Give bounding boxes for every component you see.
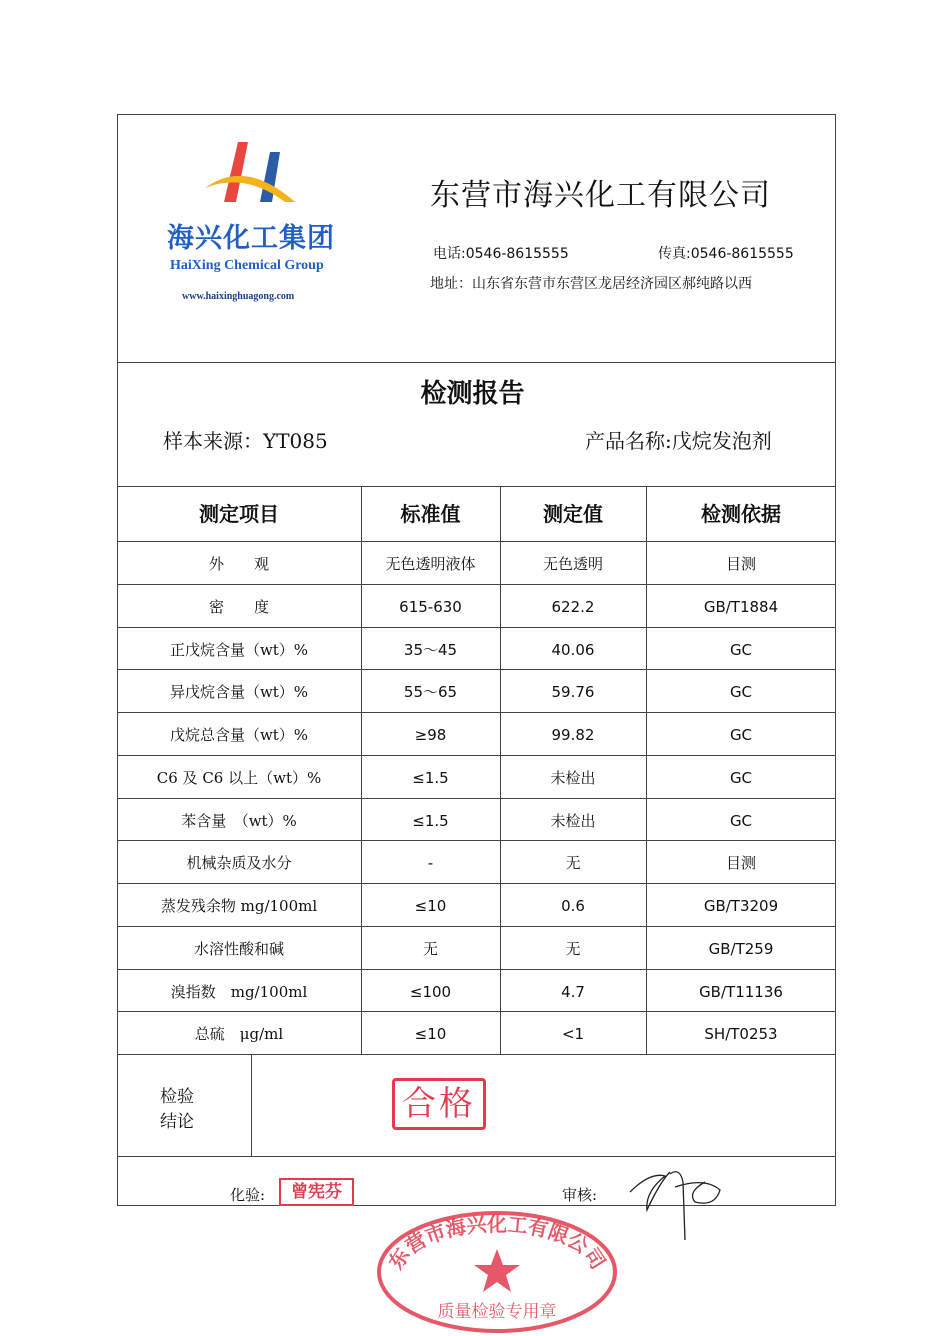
table-cell: GB/T1884 <box>703 597 779 616</box>
column-header: 测定值 <box>543 502 603 526</box>
table-cell: 总硫 μg/ml <box>194 1025 284 1044</box>
table-cell: 未检出 <box>550 811 596 830</box>
table-cell: 无色透明液体 <box>385 555 476 573</box>
table-cell: GC <box>729 726 753 744</box>
column-header: 测定项目 <box>199 502 279 526</box>
table-cell: 0.6 <box>561 897 585 915</box>
table-cell: GB/T3209 <box>703 897 779 915</box>
table-cell: 异戊烷含量（wt）% <box>169 683 309 702</box>
table-cell: C6 及 C6 以上（wt）% <box>156 768 322 787</box>
divider <box>117 1054 836 1055</box>
table-cell: 无 <box>422 939 438 958</box>
reviewer-label: 审核: <box>562 1186 598 1204</box>
table-cell: 35～45 <box>403 640 458 659</box>
table-cell: GC <box>729 640 753 659</box>
table-cell: 622.2 <box>551 597 595 616</box>
table-cell: 615-630 <box>399 597 462 616</box>
table-cell: 正戊烷含量（wt）% <box>169 640 309 659</box>
tester-stamp: 曾宪芬 <box>279 1178 354 1206</box>
table-cell: 戊烷总含量（wt）% <box>169 726 309 744</box>
table-cell: 苯含量 （wt）% <box>181 811 297 830</box>
svg-text:东营市海兴化工有限公司 <box>384 1212 611 1274</box>
table-cell: 机械杂质及水分 <box>186 854 292 873</box>
table-cell: SH/T0253 <box>704 1025 778 1044</box>
table-cell: GC <box>729 768 753 787</box>
table-cell: ≥98 <box>414 726 447 744</box>
table-cell: GC <box>729 811 753 830</box>
company-phone: 电话:0546-8615555 <box>433 246 569 262</box>
table-cell: 未检出 <box>550 768 596 787</box>
divider <box>117 362 836 363</box>
table-cell: <1 <box>561 1025 585 1044</box>
table-cell: ≤1.5 <box>412 768 449 787</box>
seal-subtext: 质量检验专用章 <box>437 1302 557 1322</box>
sample-source: 样本来源：YT085 <box>163 429 328 453</box>
table-cell: 蒸发残余物 mg/100ml <box>160 897 318 915</box>
table-cell: 目测 <box>725 854 756 873</box>
divider <box>117 1156 836 1157</box>
table-cell: 55～65 <box>403 683 458 702</box>
logo-url: www.haixinghuagong.com <box>182 291 295 302</box>
column-header: 检测依据 <box>701 502 781 526</box>
table-cell: 40.06 <box>551 640 595 659</box>
table-cell: 4.7 <box>561 982 585 1001</box>
company-fax: 传真:0546-8615555 <box>658 246 794 262</box>
table-cell: ≤100 <box>409 982 452 1001</box>
reviewer-signature-icon <box>625 1162 730 1242</box>
tester-label: 化验: <box>230 1186 266 1204</box>
table-cell: 无 <box>565 939 581 958</box>
logo-en: HaiXing Chemical Group <box>170 258 324 273</box>
table-cell: 外 观 <box>208 555 269 573</box>
company-address: 地址：山东省东营市东营区龙居经济园区郝纯路以西 <box>430 276 752 292</box>
table-cell: 59.76 <box>551 683 595 702</box>
table-cell: 无 <box>565 854 581 873</box>
table-cell: 目测 <box>725 555 756 573</box>
company-name: 东营市海兴化工有限公司 <box>430 178 771 213</box>
seal-text: 东营市海兴化工有限公司 <box>383 1212 611 1274</box>
table-cell: 溴指数 mg/100ml <box>170 982 308 1001</box>
table-cell: ≤10 <box>414 1025 447 1044</box>
table-cell: 无色透明 <box>542 555 603 573</box>
table-cell: 密 度 <box>208 597 269 616</box>
conclusion-label-1: 检验 <box>160 1087 194 1107</box>
divider <box>251 1054 252 1156</box>
table-cell: GC <box>729 683 753 702</box>
report-title: 检测报告 <box>420 379 525 409</box>
logo-cn: 海兴化工集团 <box>167 223 335 254</box>
product-name: 产品名称:戊烷发泡剂 <box>585 429 772 453</box>
pass-stamp: 合格 <box>392 1078 486 1130</box>
conclusion-label-2: 结论 <box>160 1112 194 1132</box>
company-logo-icon <box>200 140 300 205</box>
table-cell: - <box>427 854 434 873</box>
table-cell: 水溶性酸和碱 <box>193 939 284 958</box>
table-cell: GB/T259 <box>708 939 774 958</box>
table-cell: ≤1.5 <box>412 811 449 830</box>
column-header: 标准值 <box>400 502 461 526</box>
table-cell: ≤10 <box>414 897 447 915</box>
table-cell: 99.82 <box>551 726 595 744</box>
company-seal-icon <box>375 1209 620 1335</box>
table-cell: GB/T11136 <box>699 982 783 1001</box>
